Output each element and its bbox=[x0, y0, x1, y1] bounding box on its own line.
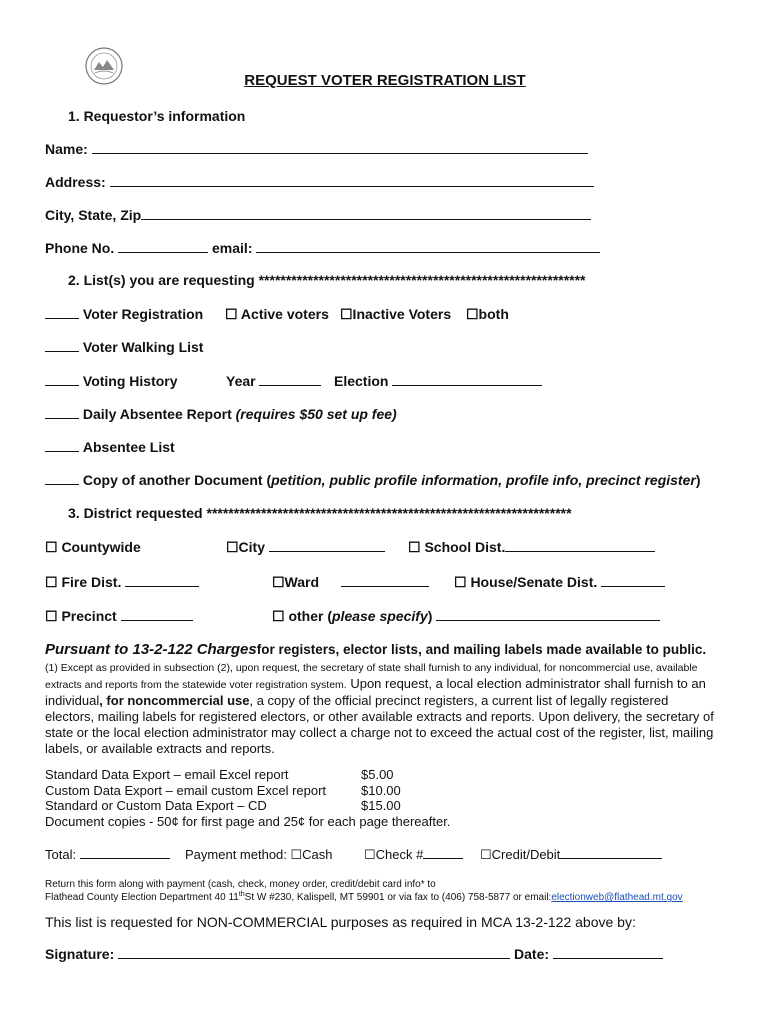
other-close: ) bbox=[427, 608, 433, 624]
email-field[interactable] bbox=[256, 240, 600, 253]
total-field[interactable] bbox=[80, 847, 170, 859]
precinct-checkbox[interactable]: ☐ Precinct bbox=[45, 608, 117, 624]
daily-absentee-label: Daily Absentee Report bbox=[82, 406, 232, 422]
year-field[interactable] bbox=[259, 373, 321, 386]
check-number-field[interactable] bbox=[423, 847, 463, 859]
section2-stars: ************************************************************ bbox=[258, 272, 586, 288]
section3-heading: 3. District requested bbox=[68, 505, 203, 521]
city-state-zip-field[interactable] bbox=[141, 207, 591, 220]
return-line-2a: Flathead County Election Department 40 11 bbox=[45, 892, 239, 904]
date-label: Date: bbox=[514, 946, 550, 962]
fire-dist-checkbox[interactable]: ☐ Fire Dist. bbox=[45, 574, 122, 590]
phone-field[interactable] bbox=[118, 240, 208, 253]
voting-history-blank[interactable] bbox=[45, 373, 79, 386]
copy-document-note: petition, public profile information, profile info, precinct register bbox=[271, 472, 696, 488]
countywide-checkbox[interactable]: ☐ Countywide bbox=[45, 539, 141, 555]
school-dist-checkbox[interactable]: ☐ School Dist. bbox=[408, 539, 506, 555]
ward-field[interactable] bbox=[341, 574, 429, 587]
precinct-field[interactable] bbox=[121, 608, 193, 621]
check-checkbox[interactable]: ☐Check # bbox=[364, 847, 424, 862]
city-state-zip-label: City, State, Zip bbox=[45, 207, 142, 223]
statute-heading-rest: for registers, elector lists, and mailing labels made available to public. bbox=[256, 642, 707, 657]
statute-heading: Pursuant to 13-2-122 Charges bbox=[45, 641, 257, 658]
payment-method-cash[interactable]: Payment method: ☐Cash bbox=[185, 847, 333, 862]
fee-price: $5.00 bbox=[361, 767, 394, 782]
voter-registration-label: Voter Registration bbox=[82, 306, 204, 322]
total-label: Total: bbox=[45, 847, 77, 862]
voter-registration-blank[interactable] bbox=[45, 306, 79, 319]
credit-debit-field[interactable] bbox=[560, 847, 662, 859]
fee-item: Custom Data Export – email custom Excel report bbox=[45, 783, 327, 798]
noncommercial-statement: This list is requested for NON-COMMERCIAL purposes as required in MCA 13-2-122 above by: bbox=[45, 914, 636, 930]
walking-list-blank[interactable] bbox=[45, 339, 79, 352]
fee-item: Standard or Custom Data Export – CD bbox=[45, 798, 267, 813]
email-label: email: bbox=[212, 240, 253, 256]
statute-small-text: (1) Except as provided in subsection (2), upon request, the secretary of state shall furnish to any individual, for noncommercial use, available extracts and reports from the statewide voter registration system. bbox=[45, 662, 698, 691]
city-field[interactable] bbox=[269, 539, 385, 552]
statute-body-2: , a copy of the official precinct registers, a current list of legally registered electors, mailing labels for registered electors, or other available extracts and reports. Upon delivery, the secretary of state or the local election administrator may collect a charge not to exceed the actual cost of the register, list, mailing labels, or available extracts and reports. bbox=[45, 693, 714, 756]
form-title: REQUEST VOTER REGISTRATION LIST bbox=[244, 72, 526, 89]
year-label: Year bbox=[226, 373, 256, 389]
fire-dist-field[interactable] bbox=[125, 574, 199, 587]
phone-label: Phone No. bbox=[45, 240, 115, 256]
election-field[interactable] bbox=[392, 373, 542, 386]
copy-document-blank[interactable] bbox=[45, 472, 79, 485]
other-field[interactable] bbox=[436, 608, 660, 621]
election-label: Election bbox=[334, 373, 389, 389]
name-field[interactable] bbox=[92, 141, 588, 154]
return-line-1: Return this form along with payment (cash, check, money order, credit/debit card info* to bbox=[45, 879, 436, 890]
daily-absentee-blank[interactable] bbox=[45, 406, 79, 419]
absentee-list-blank[interactable] bbox=[45, 439, 79, 452]
statute-body-bold: , for noncommercial use bbox=[99, 693, 250, 708]
active-voters-checkbox[interactable]: ☐ Active voters bbox=[225, 306, 329, 322]
name-label: Name: bbox=[45, 141, 88, 157]
return-line-2-sup: th bbox=[238, 891, 245, 898]
ward-checkbox[interactable]: ☐Ward bbox=[272, 574, 320, 590]
signature-label: Signature: bbox=[45, 946, 115, 962]
city-checkbox[interactable]: ☐City bbox=[226, 539, 265, 555]
fee-price: $15.00 bbox=[361, 798, 401, 813]
statute-paragraph bbox=[45, 659, 720, 757]
section1-heading: 1. Requestor’s information bbox=[68, 108, 246, 124]
house-senate-checkbox[interactable]: ☐ House/Senate Dist. bbox=[454, 574, 598, 590]
date-field[interactable] bbox=[553, 946, 663, 959]
inactive-voters-checkbox[interactable]: ☐Inactive Voters bbox=[340, 306, 452, 322]
signature-field[interactable] bbox=[118, 946, 510, 959]
voting-history-label: Voting History bbox=[82, 373, 178, 389]
credit-debit-checkbox[interactable]: ☐Credit/Debit bbox=[480, 847, 561, 862]
fee-item: Document copies - 50¢ for first page and 25¢ for each page thereafter. bbox=[45, 814, 451, 829]
fee-item: Standard Data Export – email Excel report bbox=[45, 767, 289, 782]
return-line-2b: St W #230, Kalispell, MT 59901 or via fax to (406) 758-5877 or email: bbox=[244, 892, 552, 904]
statute-body-1: Upon request, a local election administrator shall furnish to an individual bbox=[45, 676, 706, 708]
election-email-link[interactable]: electionweb@flathead.mt.gov bbox=[551, 892, 683, 904]
section2-heading: 2. List(s) you are requesting bbox=[68, 272, 255, 288]
other-checkbox[interactable]: ☐ other ( bbox=[272, 608, 332, 624]
fee-price: $10.00 bbox=[361, 783, 401, 798]
both-checkbox[interactable]: ☐both bbox=[466, 306, 509, 322]
copy-document-close: ) bbox=[695, 472, 701, 488]
copy-document-label: Copy of another Document ( bbox=[82, 472, 272, 488]
school-dist-field[interactable] bbox=[505, 539, 655, 552]
other-note: please specify bbox=[332, 608, 428, 624]
section3-stars: ******************************************************************* bbox=[206, 505, 572, 521]
address-label: Address: bbox=[45, 174, 106, 190]
daily-absentee-note: (requires $50 set up fee) bbox=[235, 406, 397, 422]
absentee-list-label: Absentee List bbox=[82, 439, 175, 455]
walking-list-label: Voter Walking List bbox=[82, 339, 204, 355]
address-field[interactable] bbox=[110, 174, 594, 187]
house-senate-field[interactable] bbox=[601, 574, 665, 587]
